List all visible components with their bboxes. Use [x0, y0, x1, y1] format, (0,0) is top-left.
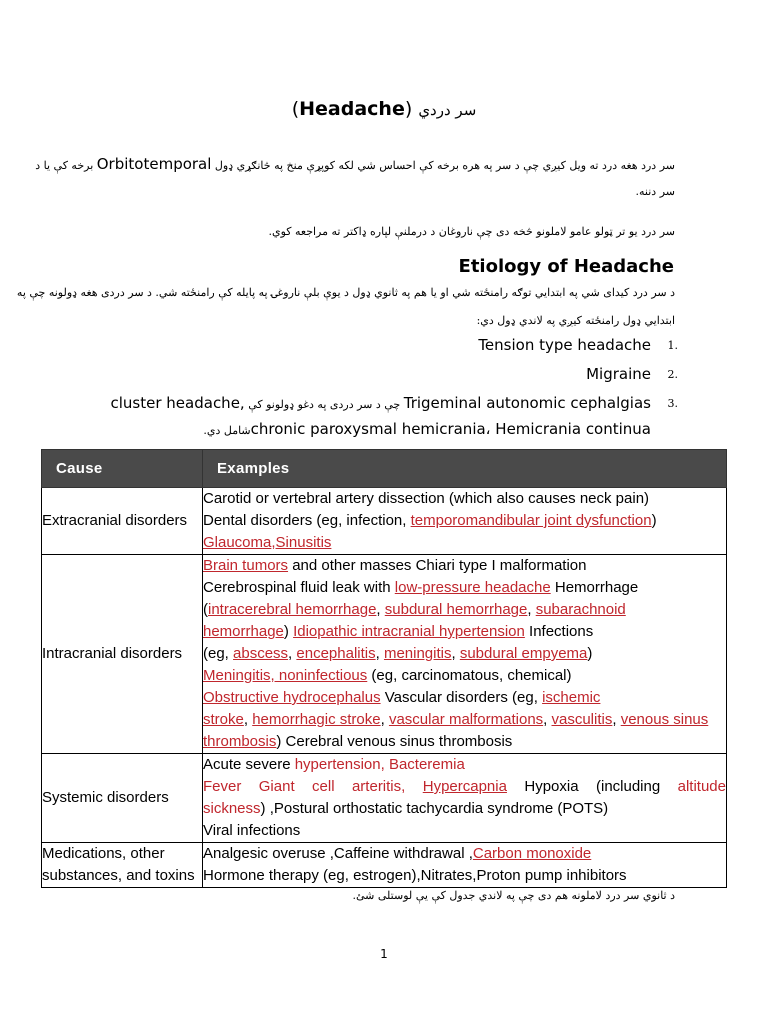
table-header-row [42, 450, 727, 488]
table-footnote: د ثانوي سر درد لاملونه هم دی چې په لاندي جدول کې يې لوستلی شئ. [352, 889, 675, 902]
link-intracerebral-hemorrhage[interactable]: intracerebral hemorrhage [208, 601, 377, 618]
column-header-examples: Examples [203, 450, 727, 488]
link-hypercapnia[interactable]: Hypercapnia [422, 778, 507, 795]
intro-text-1: سر درد هغه درد ته ويل کيږي چې د سر په هره برخه کې احساس شي لکه کوپړې منخ په څانګړي ډول [211, 159, 675, 172]
list-number: 3. [667, 397, 678, 410]
etiology-paragraph [16, 283, 675, 331]
link-sinusitis[interactable]: Sinusitis [275, 534, 332, 551]
cause-cell: Systemic disorders [42, 754, 203, 843]
table-row [42, 754, 727, 843]
cause-cell: Extracranial disorders [42, 488, 203, 555]
intro-text-2: برخه کې يا د [35, 159, 97, 172]
list-item: cluster headache, چې د سر دردی په دغو ډولونو کې Trigeminal autonomic cephalgias 3. [93, 392, 651, 414]
etiology-heading: Etiology of Headache [458, 256, 674, 277]
list-number: 1. [667, 339, 678, 352]
examples-cell: Analgesic overuse ,Caffeine withdrawal ,Carbon monoxide Hormone therapy (eg, estrogen),Nitrates,Proton pump inhibitors [203, 843, 727, 888]
link-low-pressure-headache[interactable]: low-pressure headache [394, 579, 551, 596]
table-row [42, 488, 727, 555]
table-row [42, 555, 727, 754]
title-english: Headache [299, 98, 405, 120]
link-brain-tumors[interactable]: Brain tumors [203, 557, 289, 574]
link-ischemic-stroke[interactable]: stroke [203, 711, 244, 728]
link-subdural-hemorrhage[interactable]: subdural hemorrhage [384, 601, 528, 618]
etiology-line-1: د سر درد کیدای شي په ابتدایي توګه رامنځته شي او یا هم په ثانوي ډول د يوې بلې ناروغۍ په پايله کې رامنځته شي. د سر دردی هغه ډولونه چې په [16, 286, 675, 299]
list-item: Tension type headache 1. [93, 334, 651, 356]
title-pashto: سر دردي [418, 101, 477, 119]
link-abscess[interactable]: abscess [233, 645, 289, 662]
etiology-line-2: ابتدایي ډول رامنځته کيږي په لاندي ډول دي: [476, 314, 675, 327]
intro-line-2: سر دننه. [635, 185, 675, 198]
link-hemorrhagic-stroke[interactable]: hemorrhagic stroke [252, 711, 381, 728]
cause-cell: Intracranial disorders [42, 555, 203, 754]
link-encephalitis[interactable]: encephalitis [296, 645, 376, 662]
link-venous-sinus-thrombosis[interactable]: venous sinus [620, 711, 709, 728]
causes-table [41, 449, 727, 888]
link-ischemic-stroke[interactable]: ischemic [542, 689, 601, 706]
link-subarachnoid-hemorrhage[interactable]: subarachnoid [535, 601, 626, 618]
cause-cell: Medications, other substances, and toxins [42, 843, 203, 888]
link-meningitis[interactable]: meningitis [383, 645, 452, 662]
reason-paragraph: سر درد يو تر ټولو عامو لاملونو څخه دی چې ناروغان د درملنې لپاره ډاکتر ته مراجعه کوي. [268, 225, 675, 238]
hypertension-bacteremia-text: hypertension, Bacteremia [294, 756, 465, 773]
table-row [42, 843, 727, 888]
link-venous-sinus-thrombosis[interactable]: thrombosis [203, 733, 277, 750]
intro-paragraph [35, 152, 675, 202]
link-subdural-empyema[interactable]: subdural empyema [459, 645, 588, 662]
examples-cell: Carotid or vertebral artery dissection (which also causes neck pain) Dental disorders (eg, infection, temporomandibular joint dysfunction) Glaucoma,Sinusitis [203, 488, 727, 555]
link-glaucoma[interactable]: Glaucoma [203, 534, 272, 551]
examples-cell: Acute severe hypertension, Bacteremia Fever Giant cell arteritis, Hypercapnia Hypoxia (including altitude sickness) ,Postural orthostatic tachycardia syndrome (POTS) Viral infections [203, 754, 727, 843]
page-number: 1 [380, 947, 388, 961]
list-item: Migraine 2. [93, 363, 651, 385]
column-header-cause: Cause [42, 450, 203, 488]
link-carbon-monoxide[interactable]: Carbon monoxide [472, 845, 592, 862]
link-obstructive-hydrocephalus[interactable]: Obstructive hydrocephalus [203, 689, 381, 706]
list-item-continuation: شامل دي.chronic paroxysmal hemicrania، Hemicrania continua [203, 420, 651, 438]
link-vascular-malformations[interactable]: vascular malformations [388, 711, 544, 728]
link-meningitis-noninfectious[interactable]: Meningitis, noninfectious [203, 667, 368, 684]
page-title: (Headache) سر دردي [291, 98, 477, 120]
list-number: 2. [667, 368, 678, 381]
link-idiopathic-intracranial-hypertension[interactable]: Idiopathic intracranial hypertension [293, 623, 525, 640]
link-subarachnoid-hemorrhage[interactable]: hemorrhage [203, 623, 284, 640]
intro-term: Orbitotemporal [96, 155, 212, 173]
link-vasculitis[interactable]: vasculitis [551, 711, 613, 728]
link-tmj[interactable]: temporomandibular joint dysfunction [410, 512, 652, 529]
examples-cell: Brain tumors and other masses Chiari type I malformation Cerebrospinal fluid leak with low-pressure headache Hemorrhage (intracerebral hemorrhage, subdural hemorrhage, subarachnoid hemorrhage) Idiopathic intracranial hypertension Infections (eg, abscess, encephalitis, meningitis, subdural empyema) Meningitis, noninfectious (eg, carcinomatous, chemical) Obstructive hydrocephalus Vascular disorders (eg, ischemic stroke, hemorrhagic stroke, vascular malformations, vasculitis, venous sinus thrombosis) Cerebral venous sinus thrombosis [203, 555, 727, 754]
